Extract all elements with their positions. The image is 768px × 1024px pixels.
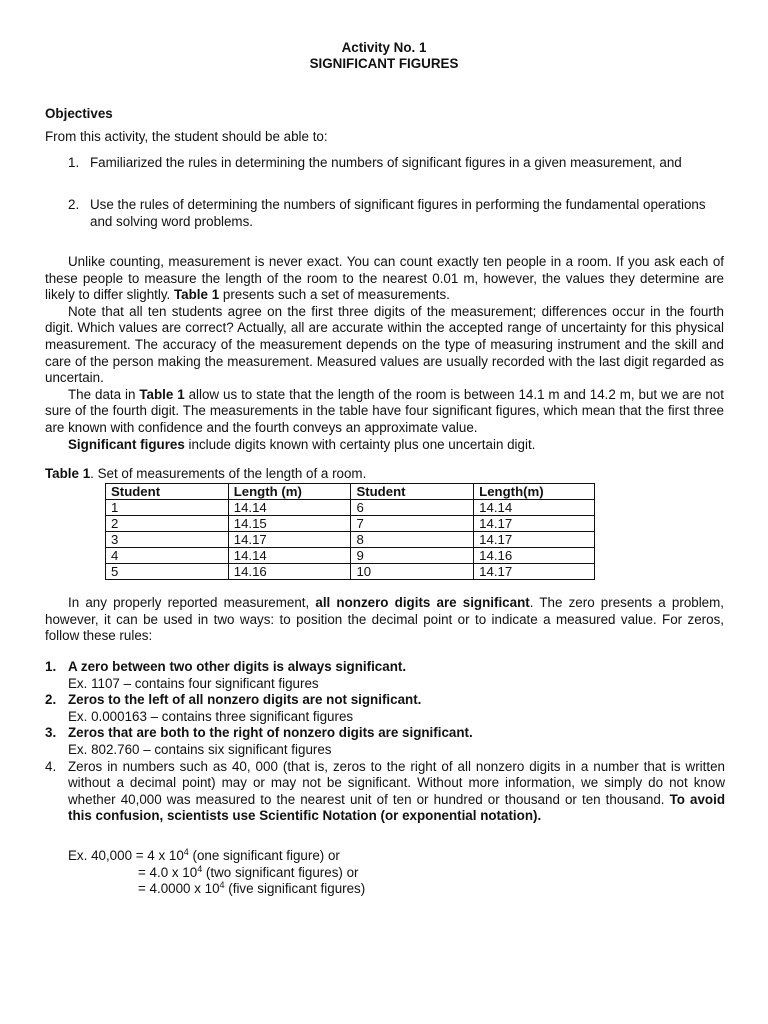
table-row: [106, 564, 595, 580]
rule-number: 2.: [45, 692, 57, 708]
paragraph-definition: [45, 437, 724, 454]
table-cell: 14.17: [228, 532, 351, 548]
objective-number: 2.: [68, 197, 80, 212]
table-cell: 7: [351, 516, 474, 532]
measurement-table: [105, 483, 595, 580]
text-run: allow us to state that the length of the room is between 14.1 m and 14.2 m, but we are not sure of the fourth digit. The measurements in the table have four significant figures, which mean that the first three are known with confidence and the fourth conveys an approximate value.: [45, 386, 724, 435]
table-row: [106, 548, 595, 564]
objective-number: 1.: [68, 155, 80, 170]
text-run: Unlike counting, measurement is never exact. You can count exactly ten people in a room. If you ask each of these people to measure the length of the room to the nearest 0.01 m, however, the values they determine are likely to differ slightly.: [45, 254, 724, 303]
table-cell: 8: [351, 532, 474, 548]
table-reference: Table 1: [139, 386, 185, 402]
rule-item: [45, 759, 725, 825]
text-run: = 4.0 x 10: [138, 864, 198, 880]
objective-item: [45, 155, 725, 172]
table-cell: 2: [106, 516, 229, 532]
activity-title: SIGNIFICANT FIGURES: [309, 56, 459, 71]
table-row: [106, 516, 595, 532]
paragraph-zeros: [45, 595, 724, 645]
table-cell: 6: [351, 500, 474, 516]
rule-example: Ex. 0.000163 – contains three significant figures: [68, 708, 354, 724]
text-run: (one significant figure) or: [188, 848, 340, 863]
objective-text: Familiarized the rules in determining the numbers of significant figures in a given measurement, and: [90, 155, 682, 170]
column-header: Length (m): [228, 484, 351, 500]
table-cell: 14.16: [228, 564, 351, 580]
rule-item: [45, 659, 725, 692]
text-run: = 4.0000 x 10: [138, 881, 220, 897]
text-run: In any properly reported measurement,: [68, 595, 316, 610]
rule-item: [45, 725, 725, 758]
caption-text: . Set of measurements of the length of a room.: [90, 466, 367, 481]
table-cell: 5: [106, 564, 229, 580]
objective-text: Use the rules of determining the numbers of significant figures in performing the fundamental operations and solving word problems.: [90, 197, 706, 229]
rule-number: 4.: [45, 758, 57, 774]
exponent: 4: [183, 847, 189, 857]
table-cell: 10: [351, 564, 474, 580]
table-cell: 4: [106, 548, 229, 564]
text-run: The data in: [68, 386, 140, 402]
table-cell: 14.15: [228, 516, 351, 532]
rule-example: Ex. 802.760 – contains six significant figures: [68, 741, 332, 757]
column-header: Student: [106, 484, 229, 500]
rule-number: 1.: [45, 659, 57, 674]
exponent: 4: [219, 880, 225, 891]
table-cell: 9: [351, 548, 474, 564]
table-cell: 14.14: [474, 500, 595, 516]
text-run: (five significant figures): [224, 881, 366, 897]
objectives-heading: Objectives: [45, 106, 113, 121]
defined-term: Significant figures: [68, 436, 185, 452]
rule-text: [68, 759, 725, 825]
table-cell: 1: [106, 500, 229, 516]
column-header: Student: [351, 484, 474, 500]
table-reference: Table 1: [174, 287, 220, 303]
table-cell: 3: [106, 532, 229, 548]
table-cell: 14.17: [474, 532, 595, 548]
notation-line: [68, 848, 365, 865]
zero-rules-list: [45, 659, 725, 825]
rule-heading: Zeros that are both to the right of nonzero digits are significant.: [68, 725, 473, 741]
zeros-paragraph: [45, 595, 724, 645]
text-run: presents such a set of measurements.: [219, 287, 450, 303]
text-run: . The zero presents a problem, however, it can be used in two ways: to position the decimal point or to indicate a measured value. For zeros, follow these rules:: [45, 595, 725, 644]
rule-example: Ex. 1107 – contains four significant figures: [68, 675, 319, 691]
rule-item: [45, 692, 725, 725]
emphasis: all nonzero digits are significant: [315, 595, 530, 610]
activity-number: Activity No. 1: [341, 40, 427, 55]
text-run: (two significant figures) or: [202, 864, 359, 880]
rule-heading: A zero between two other digits is always significant.: [68, 659, 407, 674]
column-header: Length(m): [474, 484, 595, 500]
table-cell: 14.16: [474, 548, 595, 564]
paragraph-agreement: Note that all ten students agree on the first three digits of the measurement; differences occur in the fourth digit. Which values are correct? Actually, all are accurate within the accepted range of uncertainty for this physical measurement. The accuracy of the measurement depends on the type of measuring instrument and the skill and care of the person making the measurement. Measured values are usually recorded with the last digit regarded as uncertain.: [45, 303, 724, 386]
table-cell: 14.14: [228, 500, 351, 516]
objectives-intro: From this activity, the student should be able to:: [45, 129, 328, 144]
paragraph-data: [45, 387, 724, 437]
paragraph-measurement: [45, 254, 724, 304]
notation-line: [68, 881, 365, 898]
exponent: 4: [197, 863, 203, 874]
table-label: Table 1: [45, 466, 91, 481]
table-cell: 14.17: [474, 564, 595, 580]
text-run: include digits known with certainty plus one uncertain digit.: [184, 436, 536, 452]
table-row: [106, 532, 595, 548]
body-paragraphs: [45, 254, 724, 453]
table-caption: [45, 466, 366, 483]
text-run: Zeros in numbers such as 40, 000 (that is, zeros to the right of all nonzero digits in a number that is written without a decimal point) may or may not be significant. Without more information, we simply do not know whether 40,000 was measured to the nearest unit of ten or hundred or thousand or ten thousand.: [68, 758, 725, 807]
scientific-notation-example: [68, 848, 365, 898]
table-cell: 14.14: [228, 548, 351, 564]
table-row: [106, 500, 595, 516]
notation-line: [68, 865, 365, 882]
rule-number: 3.: [45, 725, 57, 741]
emphasis: To avoid this confusion, scientists use Scientific Notation (or exponential notation).: [68, 791, 725, 824]
table-cell: 14.17: [474, 516, 595, 532]
text-run: Ex. 40,000 = 4 x 10: [68, 848, 184, 863]
objective-item: [45, 197, 725, 230]
table-header-row: [106, 484, 595, 500]
rule-heading: Zeros to the left of all nonzero digits are not significant.: [68, 692, 422, 708]
